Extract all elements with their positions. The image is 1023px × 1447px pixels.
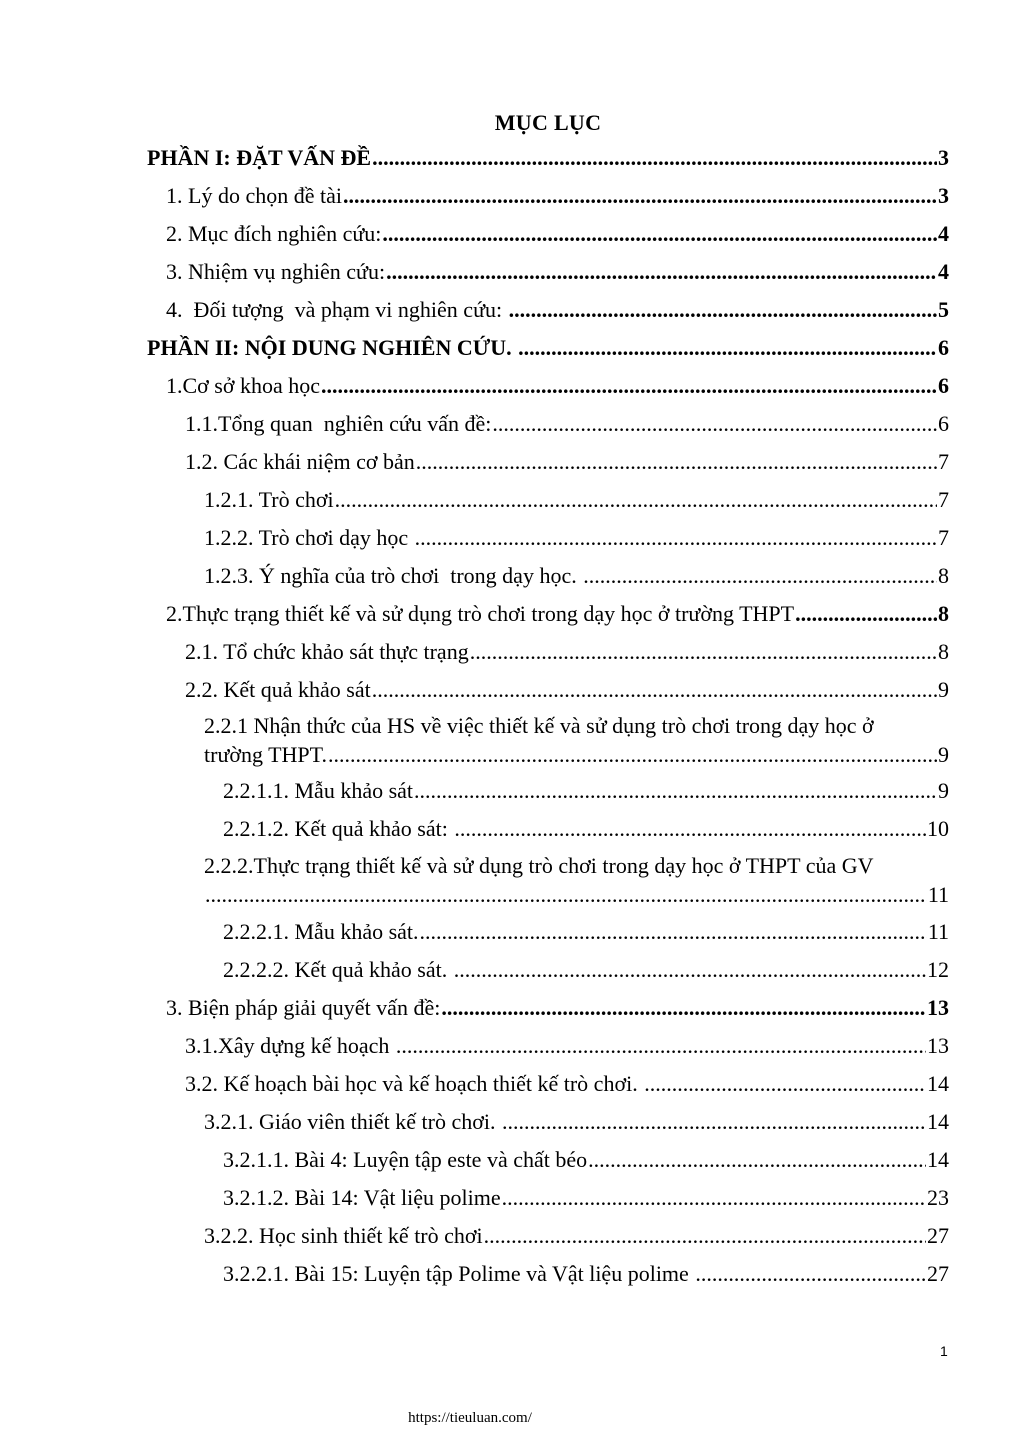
toc-entry-label: 3.2.1.2. Bài 14: Vật liệu polime	[223, 1185, 501, 1210]
leader-dots	[484, 1221, 926, 1250]
leader-dots	[502, 1183, 926, 1212]
toc-entry-label: 1.2.3. Ý nghĩa của trò chơi trong dạy học.	[204, 563, 583, 588]
toc-entry-label: 1.1.Tổng quan nghiên cứu vấn đề:	[185, 411, 492, 436]
toc-entry[interactable]	[147, 143, 949, 172]
toc-entry[interactable]	[204, 485, 949, 514]
leader-dots	[588, 1145, 926, 1174]
toc-entry-label: 2.2.1.1. Mẫu khảo sát	[223, 778, 414, 803]
toc-entry[interactable]	[166, 993, 949, 1022]
toc-entry-label: 3.2. Kế hoạch bài học và kế hoạch thiết kế trò chơi.	[185, 1071, 644, 1096]
toc-entry-page: 13	[927, 1033, 949, 1058]
toc-entry-page: 4	[938, 259, 949, 284]
toc-entry-label: 3. Biện pháp giải quyết vấn đề:	[166, 995, 441, 1020]
toc-entry[interactable]	[147, 333, 949, 362]
toc-entry-label: 1.2.1. Trò chơi	[204, 487, 334, 512]
toc-entry-page: 27	[927, 1261, 949, 1286]
toc-entry-label: 4. Đối tượng và phạm vi nghiên cứu:	[166, 297, 508, 322]
leader-dots	[454, 814, 926, 843]
toc-entry-page: 14	[927, 1109, 949, 1134]
leader-dots	[372, 143, 937, 172]
leader-dots	[509, 295, 937, 324]
leader-dots	[518, 333, 937, 362]
toc-entry[interactable]	[204, 561, 949, 590]
toc-entry-page: 4	[938, 221, 949, 246]
toc-entry[interactable]	[223, 1259, 949, 1288]
toc-entry-label: 2.2.1.2. Kết quả khảo sát:	[223, 816, 454, 841]
toc-entry-label: 1. Lý do chọn đề tài	[166, 183, 342, 208]
toc-entry[interactable]	[223, 917, 949, 946]
leader-dots	[335, 485, 937, 514]
toc-entry-page: 6	[938, 411, 949, 436]
toc-entry-label: 3. Nhiệm vụ nghiên cứu:	[166, 259, 386, 284]
toc-entry[interactable]	[166, 257, 949, 286]
leader-dots	[644, 1069, 926, 1098]
toc-entry-label: 1.2. Các khái niệm cơ bản	[185, 449, 415, 474]
toc-entry-page: 13	[927, 995, 949, 1020]
leader-dots	[396, 1031, 926, 1060]
toc-entry[interactable]	[223, 955, 949, 984]
toc-entry-label: 3.1.Xây dựng kế hoạch	[185, 1033, 395, 1058]
toc-entry-label: 3.2.1. Giáo viên thiết kế trò chơi.	[204, 1109, 501, 1134]
leader-dots	[328, 740, 937, 769]
leader-dots	[583, 561, 937, 590]
toc-entry[interactable]	[185, 675, 949, 704]
toc-entry-page: 6	[938, 373, 949, 398]
toc-entry-page: 12	[927, 957, 949, 982]
toc-entry-page: 9	[938, 742, 949, 767]
toc-entry-page: 9	[938, 778, 949, 803]
toc-entry-page: 3	[938, 183, 949, 208]
toc-entry-page: 11	[927, 882, 949, 907]
toc-entry-page: 5	[938, 297, 949, 322]
leader-dots	[343, 181, 937, 210]
toc-entry[interactable]	[185, 637, 949, 666]
toc-entry[interactable]	[204, 523, 949, 552]
toc-entry-page: 7	[938, 487, 949, 512]
toc-entry-page: 11	[927, 919, 949, 944]
toc-title: MỤC LỤC	[494, 110, 602, 135]
toc-entry-page: 10	[927, 816, 949, 841]
toc-entry[interactable]	[204, 711, 949, 769]
toc-entry-page: 14	[927, 1147, 949, 1172]
toc-entry[interactable]	[166, 219, 949, 248]
toc-entry-page: 7	[938, 449, 949, 474]
toc-entry-page: 27	[927, 1223, 949, 1248]
toc-entry-label-line1: 2.2.2.Thực trạng thiết kế và sử dụng trò chơi trong dạy học ở THPT của GV	[204, 853, 874, 878]
toc-entry-page: 8	[938, 639, 949, 664]
leader-dots	[414, 776, 937, 805]
leader-dots	[372, 675, 937, 704]
toc-entry-page: 7	[938, 525, 949, 550]
toc-entry-label: 2.Thực trạng thiết kế và sử dụng trò chơi trong dạy học ở trường THPT	[166, 601, 795, 626]
toc-entry[interactable]	[166, 371, 949, 400]
toc-entry-label: 3.2.2. Học sinh thiết kế trò chơi	[204, 1223, 483, 1248]
toc-entry[interactable]	[166, 599, 949, 628]
leader-dots	[470, 637, 937, 666]
page-number: 1	[940, 1343, 948, 1359]
toc-entry[interactable]	[204, 1107, 949, 1136]
toc-entry[interactable]	[185, 409, 949, 438]
toc-entry-label: 1.2.2. Trò chơi dạy học	[204, 525, 414, 550]
toc-entry-page: 8	[938, 563, 949, 588]
leader-dots	[695, 1259, 926, 1288]
toc-entry-label: 3.2.2.1. Bài 15: Luyện tập Polime và Vật liệu polime	[223, 1261, 695, 1286]
leader-dots	[321, 371, 937, 400]
leader-dots	[415, 523, 937, 552]
toc-entry[interactable]	[185, 1069, 949, 1098]
toc-entry-label: 2.1. Tổ chức khảo sát thực trạng	[185, 639, 469, 664]
toc-entry[interactable]	[166, 295, 949, 324]
toc-entry-page: 9	[938, 677, 949, 702]
toc-entry[interactable]	[185, 1031, 949, 1060]
toc-entry-page: 6	[938, 335, 949, 360]
leader-dots	[420, 917, 927, 946]
toc-entry-page: 23	[927, 1185, 949, 1210]
toc-entry[interactable]	[223, 776, 949, 805]
toc-entry-label: 3.2.1.1. Bài 4: Luyện tập este và chất béo	[223, 1147, 588, 1172]
leader-dots	[382, 219, 937, 248]
toc-entry-label: PHẦN I: ĐẶT VẤN ĐỀ	[147, 145, 372, 170]
leader-dots	[386, 257, 937, 286]
toc-entry-label: PHẦN II: NỘI DUNG NGHIÊN CỨU.	[147, 335, 518, 360]
toc-entry[interactable]	[204, 851, 949, 909]
toc-entry-page: 8	[938, 601, 949, 626]
toc-entry-label: 2.2.2.2. Kết quả khảo sát.	[223, 957, 453, 982]
toc-entry-label: 2. Mục đích nghiên cứu:	[166, 221, 382, 246]
toc-entry[interactable]	[223, 1145, 949, 1174]
leader-dots	[416, 447, 937, 476]
leader-dots	[205, 880, 927, 909]
toc-entry[interactable]	[223, 814, 949, 843]
footer-url[interactable]: https://tieuluan.com/	[408, 1410, 532, 1426]
toc-entry-label: 1.Cơ sở khoa học	[166, 373, 321, 398]
toc-entry-label: 2.2. Kết quả khảo sát	[185, 677, 371, 702]
toc-entry-label: trường THPT.	[204, 742, 327, 767]
leader-dots	[502, 1107, 926, 1136]
toc-entry-page: 3	[938, 145, 949, 170]
leader-dots	[454, 955, 926, 984]
toc-entry-label: 2.2.2.1. Mẫu khảo sát.	[223, 919, 419, 944]
toc-entry-page: 14	[927, 1071, 949, 1096]
leader-dots	[441, 993, 926, 1022]
toc-entry[interactable]	[166, 181, 949, 210]
leader-dots	[492, 409, 937, 438]
toc-entry[interactable]	[185, 447, 949, 476]
toc-entry[interactable]	[223, 1183, 949, 1212]
leader-dots	[795, 599, 937, 628]
toc-entry-label-line1: 2.2.1 Nhận thức của HS về việc thiết kế và sử dụng trò chơi trong dạy học ở	[204, 713, 874, 738]
toc-entry[interactable]	[204, 1221, 949, 1250]
